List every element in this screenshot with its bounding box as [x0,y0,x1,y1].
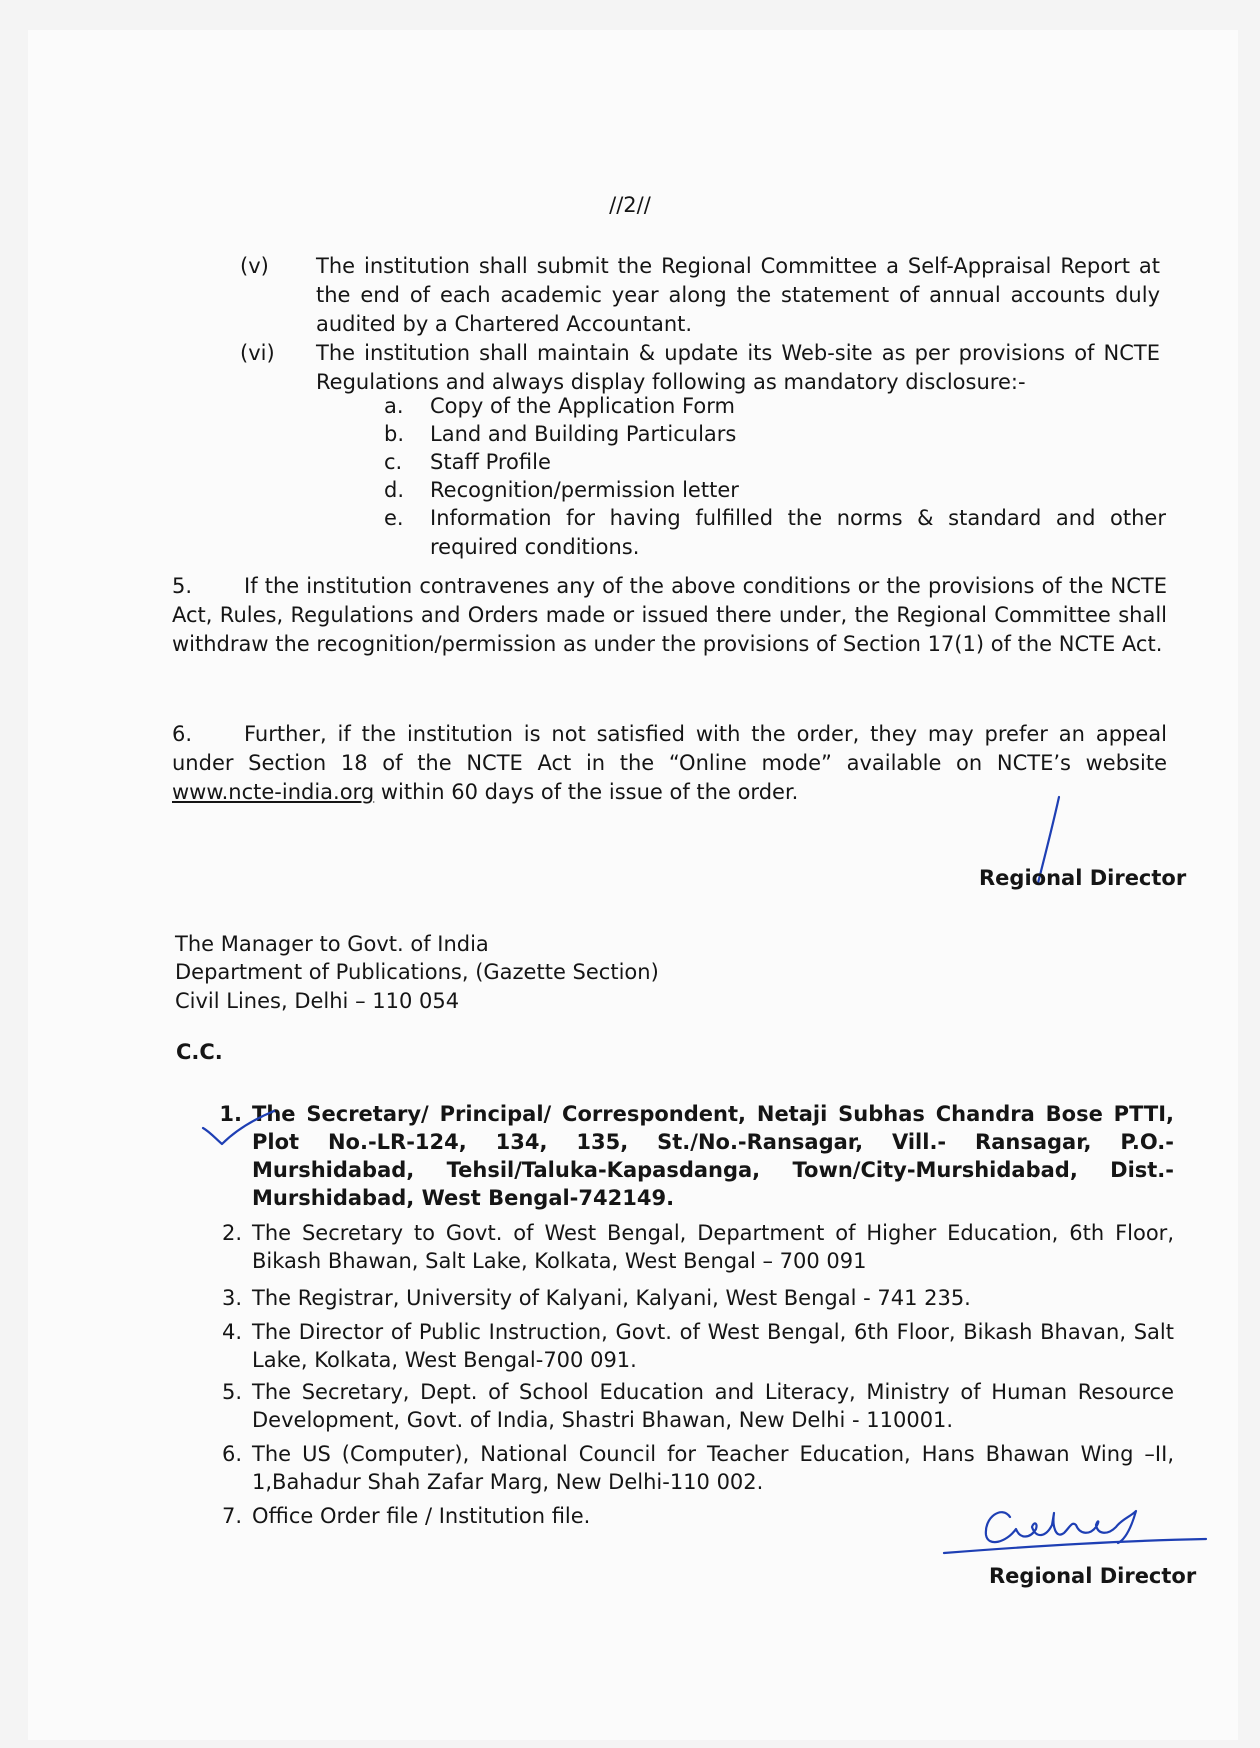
handwritten-signature [940,1495,1210,1565]
cc-item-number: 7. [221,1504,242,1528]
cc-item-text: The Secretary/ Principal/ Correspondent, Netaji Subhas Chandra Bose PTTI, Plot No.-LR-124, 134, 135, St./No.-Ransagar, Vill.- Ransagar, P.O.-Murshidabad, Tehsil/Taluka-Kapasdanga, Town/City-Murshidabad, Dist.-Murshidabad, West Bengal-742149. [252,1102,1174,1210]
cc-item-number: 2. [221,1221,242,1245]
cc-item-number: 3. [221,1286,242,1310]
disclosure-text: Staff Profile [430,450,551,474]
signature-scribble [986,1511,1136,1543]
disclosure-letter: b. [384,422,405,446]
cc-item-number: 4. [221,1320,242,1344]
cc-item [212,1318,1174,1374]
cc-item [212,1100,1174,1212]
cc-item [212,1284,1174,1312]
page-number: //2// [609,193,651,217]
cc-item-number: 5. [221,1380,242,1404]
paragraph-text: If the institution contravenes any of the above conditions or the provisions of the NCTE Act, Rules, Regulations and Orders made or issued there under, the Regional Committee shall withdraw the recognition/permission as under the provisions of Section 17(1) of the NCTE Act. [172,574,1167,656]
signatory-title-2: Regional Director [989,1564,1197,1588]
checkmark-icon [200,1108,276,1148]
condition-number: (vi) [240,341,275,365]
condition-text: The institution shall maintain & update its Web-site as per provisions of NCTE Regulations and always display following as mandatory disclosure:- [316,341,1160,394]
cc-label: C.C. [176,1040,223,1064]
disclosure-text: Copy of the Application Form [430,394,735,418]
disclosure-letter: e. [384,506,404,530]
paragraph-6 [172,720,1167,807]
condition-item [240,252,1160,339]
cc-item-number: 6. [221,1442,242,1466]
disclosure-item [384,504,1166,562]
disclosure-letter: c. [384,450,403,474]
cc-item-text: The Registrar, University of Kalyani, Kalyani, West Bengal - 741 235. [252,1286,971,1310]
address-line: Department of Publications, (Gazette Section) [175,960,659,984]
disclosure-letter: d. [384,478,405,502]
cc-item-text: Office Order file / Institution file. [252,1504,591,1528]
website-link[interactable]: www.ncte-india.org [172,780,375,804]
disclosure-letter: a. [384,394,404,418]
paragraph-number: 6. [172,722,193,746]
address-line: Civil Lines, Delhi – 110 054 [175,989,460,1013]
condition-item [240,339,1160,397]
paragraph-text: Further, if the institution is not satisfied with the order, they may prefer an appeal under Section 18 of the NCTE Act in the “Online mode” available on NCTE’s website [172,722,1167,775]
disclosure-item [384,476,1166,505]
cc-item-text: The US (Computer), National Council for Teacher Education, Hans Bhawan Wing –II, 1,Bahadur Shah Zafar Marg, New Delhi-110 002. [252,1442,1174,1494]
cc-item [212,1378,1174,1434]
disclosure-text: Recognition/permission letter [430,478,739,502]
cc-item-number: 1. [219,1102,242,1126]
checkmark-stroke [203,1111,274,1144]
paragraph-5 [172,572,1167,659]
signatory-title-1: Regional Director [979,866,1187,890]
address-line: The Manager to Govt. of India [175,932,489,956]
condition-text: The institution shall submit the Regional Committee a Self-Appraisal Report at the end of each academic year along the statement of annual accounts duly audited by a Chartered Accountant. [316,254,1160,336]
disclosure-item [384,392,1166,421]
cc-item [212,1440,1174,1496]
paragraph-number: 5. [172,574,193,598]
cc-item-text: The Director of Public Instruction, Govt. of West Bengal, 6th Floor, Bikash Bhavan, Salt Lake, Kolkata, West Bengal-700 091. [252,1320,1174,1372]
cc-item [212,1219,1174,1275]
paragraph-text: within 60 days of the issue of the order. [374,780,799,804]
cc-item-text: The Secretary, Dept. of School Education and Literacy, Ministry of Human Resource Development, Govt. of India, Shastri Bhawan, New Delhi - 110001. [252,1380,1174,1432]
disclosure-text: Land and Building Particulars [430,422,737,446]
disclosure-text: Information for having fulfilled the norms & standard and other required conditions. [430,506,1166,559]
cc-item-text: The Secretary to Govt. of West Bengal, Department of Higher Education, 6th Floor, Bikash Bhawan, Salt Lake, Kolkata, West Bengal – 700 091 [252,1221,1174,1273]
disclosure-item [384,448,1166,477]
signature-underline [944,1539,1206,1553]
disclosure-item [384,420,1166,449]
condition-number: (v) [240,254,269,278]
